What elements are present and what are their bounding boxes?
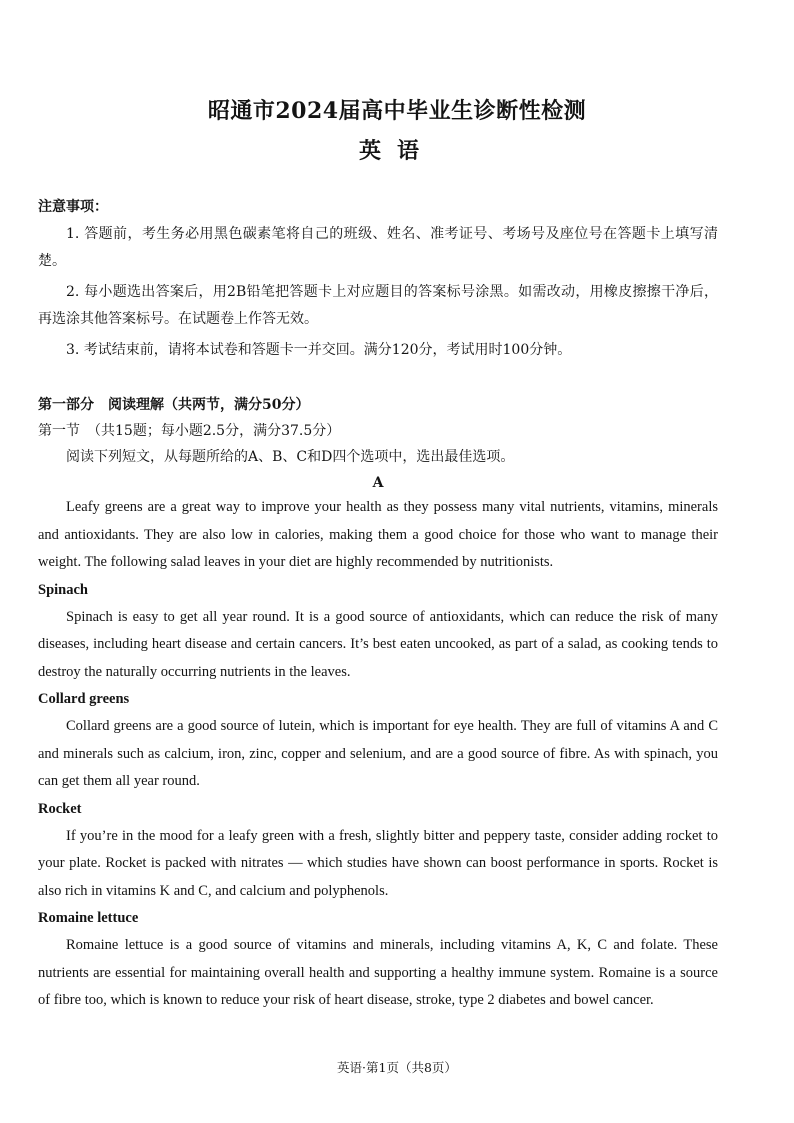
notice-item-1: 1. 答题前，考生务必用黑色碳素笔将自己的班级、姓名、准考证号、考场号及座位号在答题卡上填写清楚。 [38, 226, 718, 269]
section-text-collard-greens: Collard greens are a good source of lutein, which is important for eye health. They are full of vitamins A and C and minerals such as calcium, iron, zinc, copper and selenium, and are a good source of fibre. As with spinach, you can get them all year round. [38, 718, 718, 789]
section-heading-spinach: Spinach [38, 581, 88, 598]
passage-label: A [372, 475, 384, 491]
section-text-rocket: If you’re in the mood for a leafy green with a fresh, slightly bitter and peppery taste, consider adding rocket to your plate. Rocket is packed with nitrates — which studies have shown can boost performance in sports. Rocket is also rich in vitamins K and C, and calcium and polyphenols. [38, 827, 718, 899]
section-heading-rocket: Rocket [38, 800, 82, 817]
notice-item-2: 2. 每小题选出答案后，用2B铅笔把答题卡上对应题目的答案标号涂黑。如需改动，用橡皮擦擦干净后，再选涂其他答案标号。在试题卷上作答无效。 [38, 284, 718, 327]
notice-item-3: 3. 考试结束前，请将本试卷和答题卡一并交回。满分120分，考试用时100分钟。 [66, 342, 572, 358]
section-title: 第一节 （共15题；每小题2.5分，满分37.5分） [38, 423, 341, 439]
passage-a [38, 494, 718, 1015]
reading-section [38, 392, 718, 1015]
section-heading-collard-greens: Collard greens [38, 691, 130, 707]
notice-block [38, 197, 718, 364]
part-title: 第一部分 阅读理解（共两节，满分50分） [38, 397, 310, 413]
section-heading-romaine: Romaine lettuce [38, 910, 139, 926]
exam-title: 昭通市2024届高中毕业生诊断性检测 [207, 98, 587, 124]
notice-heading: 注意事项： [38, 199, 108, 215]
page-footer: 英语·第1页（共8页） [337, 1060, 457, 1075]
section-text-spinach: Spinach is easy to get all year round. It is a good source of antioxidants, which can reduce the risk of many diseases, including heart disease and certain cancers. It’s best eaten uncooked, as part of a salad, as cooking tends to destroy the naturally occurring nutrients in the leaves. [38, 608, 718, 680]
passage-intro: Leafy greens are a great way to improve your health as they possess many vital nutrients, vitamins, minerals and antioxidants. They are also low in calories, making them a good choice for those who want to manage their weight. The following salad leaves in your diet are highly recommended by nutritionists. [38, 499, 718, 570]
section-text-romaine: Romaine lettuce is a good source of vitamins and minerals, including vitamins A, K, C and folate. These nutrients are essential for maintaining overall health and supporting a healthy immune system. Romaine is a source of fibre too, which is known to reduce your risk of heart disease, stroke, type 2 diabetes and bowel cancer. [38, 937, 718, 1008]
exam-subject: 英语 [358, 138, 435, 164]
section-instruction: 阅读下列短文，从每题所给的A、B、C和D四个选项中，选出最佳选项。 [66, 449, 515, 465]
